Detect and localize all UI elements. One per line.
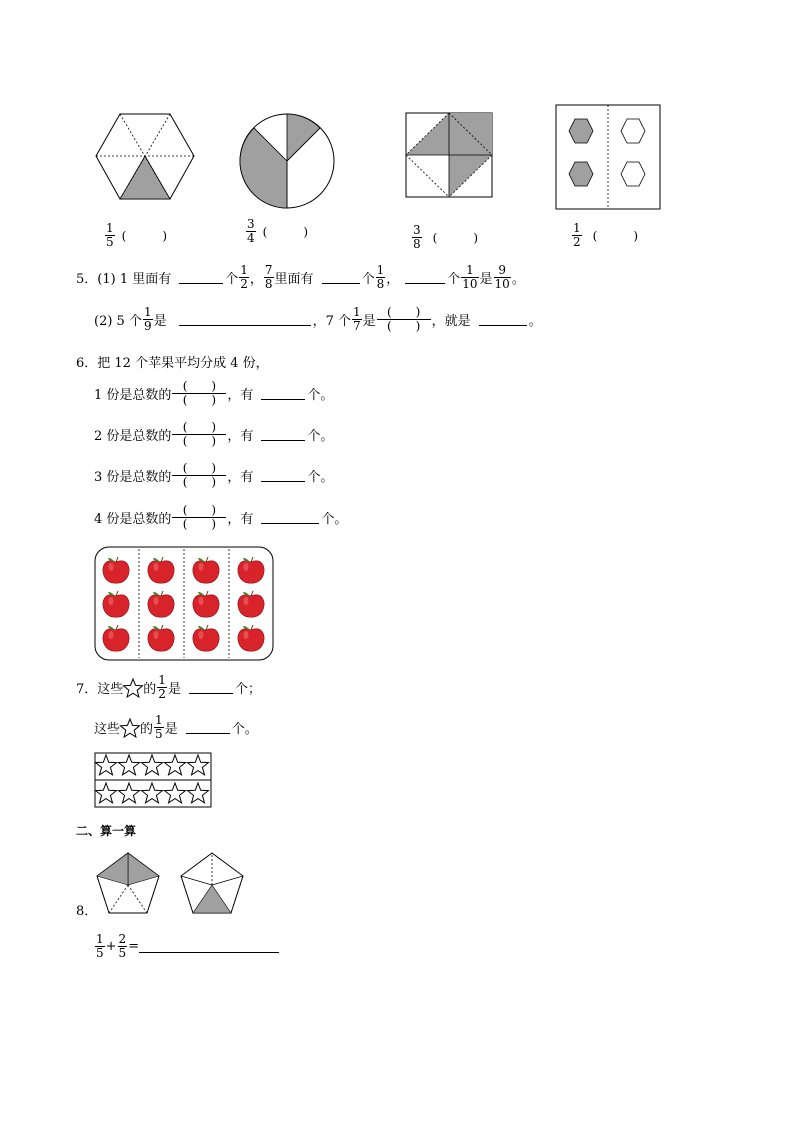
answer-blank[interactable] bbox=[322, 271, 360, 284]
stars-box-figure bbox=[94, 752, 212, 808]
q8-equation: $\frac{1}{5}$ + $\frac{2}{5}$ = bbox=[94, 933, 281, 960]
q7-line-2: 这些 的 $\frac{1}{5}$ 是 个。 bbox=[94, 713, 258, 741]
fraction: $\frac{1}{2}$ bbox=[573, 221, 581, 249]
fraction: $\frac{1}{5}$ bbox=[106, 221, 114, 249]
fraction: $\frac{1}{5}$ bbox=[155, 713, 163, 741]
fraction: $\frac{7}{8}$ bbox=[264, 263, 273, 291]
q6-title: 6．把 12 个苹果平均分成 4 份， bbox=[76, 356, 269, 371]
hexagons-box-figure bbox=[555, 104, 661, 210]
fraction-blank[interactable]: $\frac{( )}{( )}$ bbox=[172, 380, 226, 407]
answer-blank[interactable] bbox=[179, 313, 311, 326]
fraction: $\frac{1}{10}$ bbox=[462, 263, 478, 291]
fraction: $\frac{1}{2}$ bbox=[240, 263, 248, 291]
fraction: $\frac{1}{2}$ bbox=[158, 673, 166, 701]
fraction: $\frac{1}{8}$ bbox=[376, 263, 385, 291]
answer-blank[interactable] bbox=[139, 940, 279, 953]
fraction: $\frac{1}{7}$ bbox=[353, 305, 361, 333]
fraction: $\frac{9}{10}$ bbox=[494, 263, 510, 291]
fraction: $\frac{1}{9}$ bbox=[143, 305, 152, 333]
star-icon bbox=[120, 718, 140, 738]
q7-line-1: 7．这些 的 $\frac{1}{2}$ 是 个； bbox=[76, 673, 261, 701]
q5-line-2: (2) 5 个 $\frac{1}{9}$ 是 ，7 个 $\frac{1}{7}$ 是 $\frac{( )}{( )}$ ，就是 。 bbox=[94, 305, 542, 333]
q5-line-1: 5． (1) 1 里面有 个 $\frac{1}{2}$ ， $\frac{7}{8}$ 里面有 个 $\frac{1}{8}$ ， 个 $\frac{1}{10}$ 是 $\frac{9}{10}$ 。 bbox=[76, 263, 525, 291]
q8-number: 8． bbox=[76, 904, 98, 919]
figure-4-label: $\frac{1}{2}$ ( ) bbox=[573, 221, 639, 249]
figure-1-label: $\frac{1}{5}$ ( ) bbox=[106, 221, 168, 249]
answer-blank[interactable] bbox=[179, 271, 223, 284]
fraction: $\frac{1}{5}$ bbox=[96, 932, 104, 960]
pentagon-figure-1 bbox=[96, 852, 160, 914]
hexagon-figure bbox=[95, 113, 195, 201]
star-icon bbox=[123, 678, 143, 698]
figure-3-label: $\frac{3}{8}$ ( ) bbox=[413, 223, 479, 251]
answer-blank[interactable] bbox=[189, 681, 233, 694]
fraction-blank[interactable]: $\frac{( )}{( )}$ bbox=[172, 462, 226, 489]
fraction-blank[interactable]: $\frac{( )}{( )}$ bbox=[172, 421, 226, 448]
section-title: 二、算一算 bbox=[76, 824, 137, 838]
q6-row-1: 1 份是总数的 $\frac{( )}{( )}$ ，有 个。 bbox=[94, 379, 334, 407]
answer-blank[interactable] bbox=[261, 511, 319, 524]
fraction: $\frac{3}{4}$ bbox=[247, 217, 255, 245]
circle-figure bbox=[238, 112, 336, 210]
answer-blank[interactable] bbox=[261, 387, 305, 400]
fraction: $\frac{3}{8}$ bbox=[413, 223, 421, 251]
apples-box-figure bbox=[94, 546, 274, 661]
answer-blank[interactable] bbox=[261, 428, 305, 441]
answer-blank[interactable] bbox=[261, 469, 305, 482]
q6-row-3: 3 份是总数的 $\frac{( )}{( )}$ ，有 个。 bbox=[94, 461, 334, 489]
answer-blank[interactable] bbox=[186, 721, 230, 734]
fraction-blank[interactable]: $\frac{( )}{( )}$ bbox=[377, 306, 431, 333]
figure-2-label: $\frac{3}{4}$ ( ) bbox=[247, 217, 309, 245]
answer-blank[interactable] bbox=[479, 313, 527, 326]
fraction: $\frac{2}{5}$ bbox=[118, 932, 127, 960]
q6-row-2: 2 份是总数的 $\frac{( )}{( )}$ ，有 个。 bbox=[94, 420, 334, 448]
answer-blank[interactable] bbox=[405, 271, 445, 284]
square-figure bbox=[405, 112, 493, 198]
q6-row-4: 4 份是总数的 $\frac{( )}{( )}$ ，有 个。 bbox=[94, 503, 348, 531]
fraction-blank[interactable]: $\frac{( )}{( )}$ bbox=[172, 504, 226, 531]
pentagon-figure-2 bbox=[180, 852, 244, 914]
